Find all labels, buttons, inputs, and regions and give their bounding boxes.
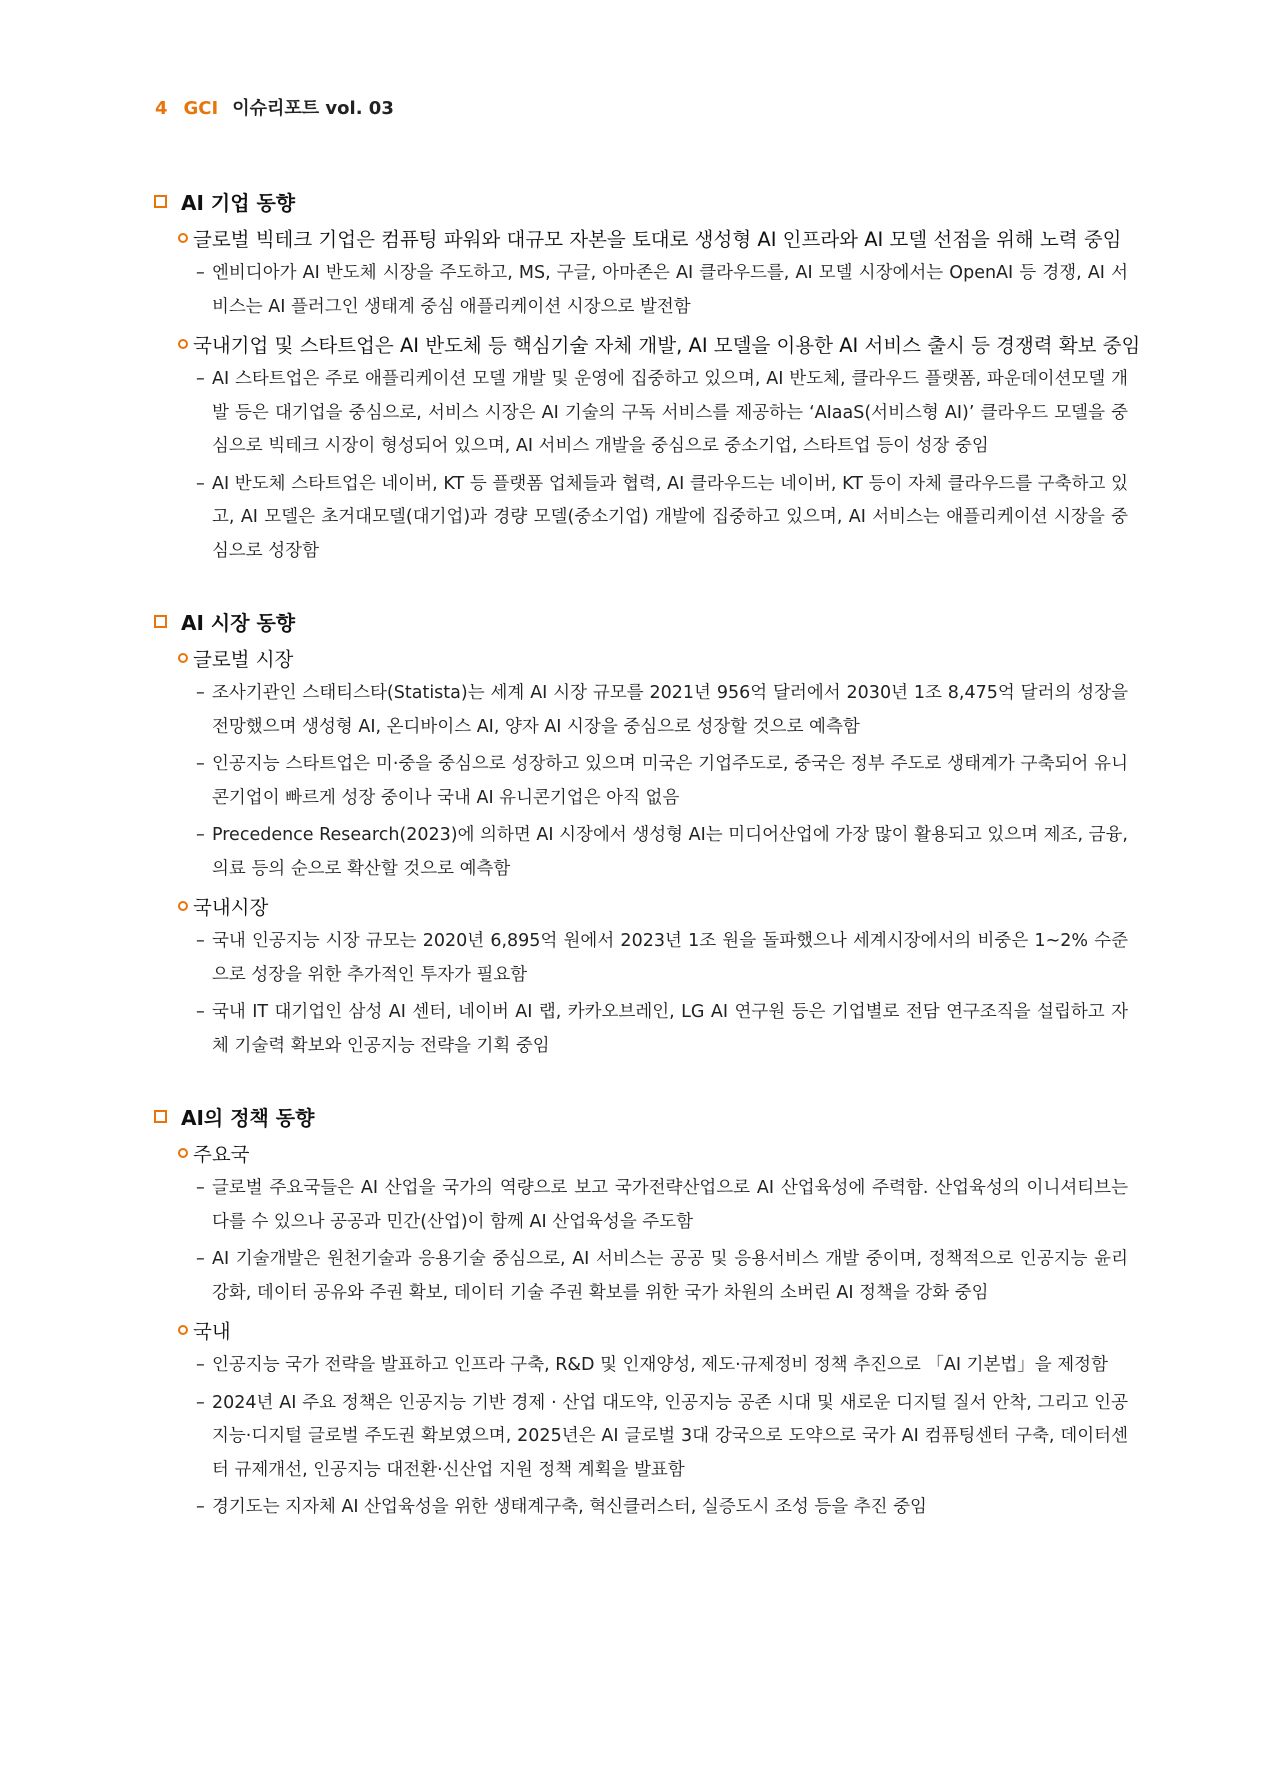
subsection (154, 890, 1128, 1063)
list-item-text: 엔비디아가 AI 반도체 시장을 주도하고, MS, 구글, 아마존은 AI 클라우드를, AI 모델 시장에서는 OpenAI 등 경쟁, AI 서비스는 AI 플러그인 생태계 중심 애플리케이션 시장으로 발전함 (212, 263, 1128, 317)
subsection-title (178, 222, 1128, 254)
circle-bullet-icon (178, 901, 188, 911)
list-item (196, 748, 1128, 815)
square-bullet-icon (154, 1110, 167, 1123)
circle-bullet-icon (178, 653, 188, 663)
page-number: 4 (155, 98, 168, 119)
dash-icon: – (196, 1497, 205, 1517)
subsection-title-text: 글로벌 빅테크 기업은 컴퓨팅 파워와 대규모 자본을 토대로 생성형 AI 인프라와 AI 모델 선점을 위해 노력 중임 (193, 228, 1122, 251)
list-item (196, 1349, 1128, 1383)
subsection-title-text: 국내기업 및 스타트업은 AI 반도체 등 핵심기술 자체 개발, AI 모델을 이용한 AI 서비스 출시 등 경쟁력 확보 중임 (193, 334, 1141, 357)
section-ai-companies (154, 186, 1141, 568)
report-title: 이슈리포트 vol. 03 (232, 98, 394, 119)
section-title-text: AI 시장 동향 (181, 610, 296, 635)
dash-icon: – (196, 825, 205, 845)
dash-icon: – (196, 1249, 205, 1269)
list-item (196, 363, 1128, 464)
square-bullet-icon (154, 615, 167, 628)
dash-icon: – (196, 369, 205, 389)
list-item-text: 글로벌 주요국들은 AI 산업을 국가의 역량으로 보고 국가전략산업으로 AI 산업육성에 주력함. 산업육성의 이니셔티브는 다를 수 있으나 공공과 민간(산업)이 함께 AI 산업육성을 주도함 (212, 1178, 1128, 1232)
section-title (154, 1101, 1128, 1131)
dash-icon: – (196, 1178, 205, 1198)
list-item (196, 1172, 1128, 1239)
list-item (196, 257, 1128, 324)
list-item-text: 경기도는 지자체 AI 산업육성을 위한 생태계구축, 혁신클러스터, 실증도시 조성 등을 추진 중임 (212, 1497, 927, 1517)
list-item-text: Precedence Research(2023)에 의하면 AI 시장에서 생성형 AI는 미디어산업에 가장 많이 활용되고 있으며 제조, 금융, 의료 등의 순으로 확산할 것으로 예측함 (212, 825, 1128, 879)
subsection-title (178, 328, 1141, 360)
list-item (196, 1387, 1128, 1488)
subsection (154, 1314, 1128, 1525)
subsection-title-text: 글로벌 시장 (193, 648, 294, 671)
list-item-text: 국내 인공지능 시장 규모는 2020년 6,895억 원에서 2023년 1조 원을 돌파했으나 세계시장에서의 비중은 1~2% 수준으로 성장을 위한 추가적인 투자가 필요함 (212, 931, 1128, 985)
page-header (155, 94, 394, 120)
subsection-title (178, 642, 1128, 674)
subsection-title-text: 국내 (193, 1320, 231, 1343)
list-item-text: AI 스타트업은 주로 애플리케이션 모델 개발 및 운영에 집중하고 있으며, AI 반도체, 클라우드 플랫폼, 파운데이션모델 개발 등은 대기업을 중심으로, 서비스 시장은 AI 기술의 구독 서비스를 제공하는 ‘AIaaS(서비스형 AI)’ 클라우드 모델을 중심으로 빅테크 시장이 형성되어 있으며, AI 서비스 개발을 중심으로 중소기업, 스타트업 등이 성장 중임 (212, 369, 1128, 456)
list-item-text: AI 기술개발은 원천기술과 응용기술 중심으로, AI 서비스는 공공 및 응용서비스 개발 중이며, 정책적으로 인공지능 윤리 강화, 데이터 공유와 주권 확보, 데이터 기술 주권 확보를 위한 국가 차원의 소버린 AI 정책을 강화 중임 (212, 1249, 1128, 1303)
section-title-text: AI의 정책 동향 (181, 1105, 315, 1130)
list-item (196, 468, 1128, 569)
subsection-title (178, 1314, 1128, 1346)
dash-icon: – (196, 754, 205, 774)
list-item (196, 819, 1128, 886)
list-item-text: 인공지능 국가 전략을 발표하고 인프라 구축, R&D 및 인재양성, 제도·규제정비 정책 추진으로 「AI 기본법」을 제정함 (212, 1355, 1108, 1375)
subsection (154, 222, 1128, 324)
circle-bullet-icon (178, 339, 188, 349)
dash-icon: – (196, 1002, 205, 1022)
section-ai-market (154, 606, 1128, 1063)
list-item-text: 인공지능 스타트업은 미·중을 중심으로 성장하고 있으며 미국은 기업주도로, 중국은 정부 주도로 생태계가 구축되어 유니콘기업이 빠르게 성장 중이나 국내 AI 유니콘기업은 아직 없음 (212, 754, 1128, 808)
list-item (196, 996, 1128, 1063)
section-title (154, 606, 1128, 636)
list-item (196, 677, 1128, 744)
section-title-text: AI 기업 동향 (181, 190, 296, 215)
dash-icon: – (196, 931, 205, 951)
circle-bullet-icon (178, 1148, 188, 1158)
document-body (154, 186, 1141, 1563)
square-bullet-icon (154, 195, 167, 208)
dash-icon: – (196, 473, 205, 494)
circle-bullet-icon (178, 1325, 188, 1335)
subsection (154, 642, 1128, 886)
brand-name: GCI (183, 98, 219, 119)
dash-icon: – (196, 263, 205, 283)
subsection (154, 328, 1141, 568)
subsection-title-text: 국내시장 (193, 896, 269, 919)
dash-icon: – (196, 683, 205, 703)
section-ai-policy (154, 1101, 1128, 1525)
list-item-text: AI 반도체 스타트업은 네이버, KT 등 플랫폼 업체들과 협력, AI 클라우드는 네이버, KT 등이 자체 클라우드를 구축하고 있고, AI 모델은 초거대모델(대기업)과 경량 모델(중소기업) 개발에 집중하고 있으며, AI 서비스는 애플리케이션 시장을 중심으로 성장함 (212, 473, 1128, 561)
list-item (196, 925, 1128, 992)
subsection-title-text: 주요국 (193, 1143, 250, 1166)
list-item (196, 1243, 1128, 1310)
dash-icon: – (196, 1392, 205, 1413)
list-item-text: 조사기관인 스태티스타(Statista)는 세계 AI 시장 규모를 2021년 956억 달러에서 2030년 1조 8,475억 달러의 성장을 전망했으며 생성형 AI, 온디바이스 AI, 양자 AI 시장을 중심으로 성장할 것으로 예측함 (212, 683, 1128, 737)
list-item (196, 1491, 1128, 1525)
circle-bullet-icon (178, 233, 188, 243)
section-title (154, 186, 1128, 216)
list-item-text: 국내 IT 대기업인 삼성 AI 센터, 네이버 AI 랩, 카카오브레인, LG AI 연구원 등은 기업별로 전담 연구조직을 설립하고 자체 기술력 확보와 인공지능 전략을 기획 중임 (212, 1002, 1128, 1056)
subsection (154, 1137, 1128, 1310)
subsection-title (178, 890, 1128, 922)
subsection-title (178, 1137, 1128, 1169)
list-item-text: 2024년 AI 주요 정책은 인공지능 기반 경제 · 산업 대도약, 인공지능 공존 시대 및 새로운 디지털 질서 안착, 그리고 인공지능·디지털 글로벌 주도권 확보였으며, 2025년은 AI 글로벌 3대 강국으로 도약으로 국가 AI 컴퓨팅센터 구축, 데이터센터 규제개선, 인공지능 대전환·신산업 지원 정책 계획을 발표함 (212, 1392, 1128, 1480)
dash-icon: – (196, 1355, 205, 1375)
